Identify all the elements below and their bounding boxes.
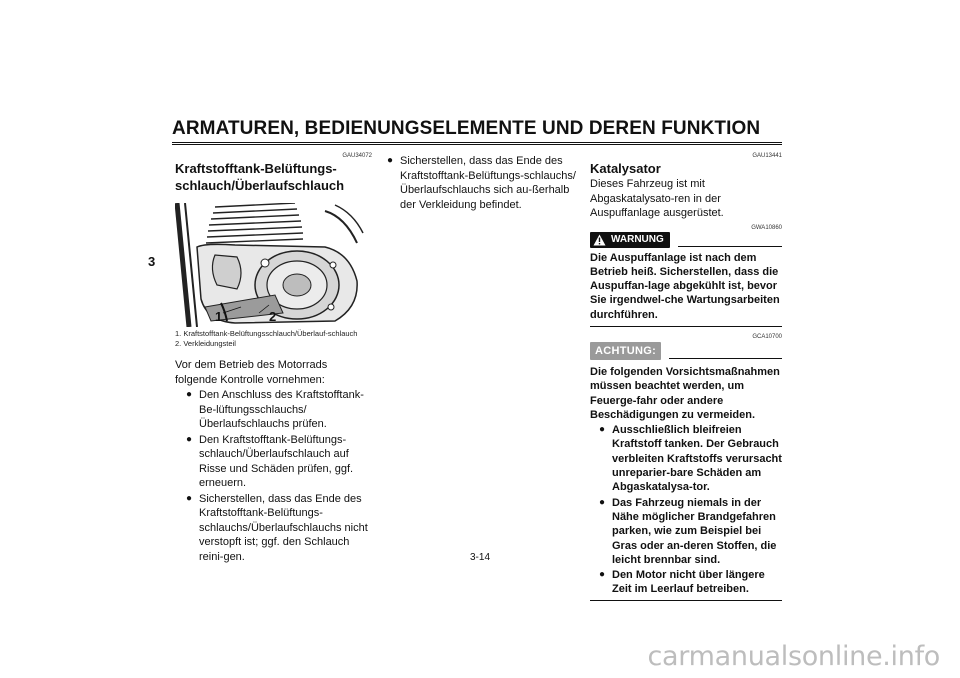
section-heading: Kraftstofftank-Belüftungs-schlauch/Überlaufschlauch (175, 161, 345, 193)
list-item: ● Ausschließlich bleifreien Kraftstoff tanken. Der Gebrauch verbleiten Kraftstoffs verursacht unreparier-bare Schäden am Abgaskatalysa-tor. (599, 424, 782, 494)
bullet-icon: ● (387, 155, 394, 166)
caution-code: GCA10700 (752, 333, 782, 340)
intro-text: Dieses Fahrzeug ist mit Abgaskatalysato-ren in der Auspuffanlage ausgerüstet. (590, 178, 724, 219)
caution-rule (669, 358, 782, 359)
section-heading: Katalysator (590, 161, 661, 176)
warning-triangle-icon (593, 234, 606, 246)
warning-code: GWA10860 (751, 224, 782, 231)
check-list-continued (387, 154, 580, 212)
figure-label-1: 1 (215, 309, 223, 324)
bullet-icon: ● (186, 433, 193, 445)
intro-text: Vor dem Betrieb des Motorrads folgende Kontrolle vornehmen: (175, 359, 328, 386)
bullet-icon: ● (599, 569, 606, 581)
left-column (175, 153, 372, 564)
figure-label-2: 2 (269, 309, 277, 324)
engine-illustration (175, 203, 365, 327)
page-header (172, 118, 782, 145)
list-item: ● Den Anschluss des Kraftstofftank-Be-lüftungsschlauchs/Überlaufschlauchs prüfen. (186, 389, 364, 430)
warning-header (590, 232, 782, 248)
page-number: 3-14 (469, 552, 490, 563)
caution-list (599, 423, 782, 597)
watermark: carmanualsonline.info (647, 641, 940, 672)
bullet-icon: ● (599, 496, 606, 508)
warning-label: WARNUNG (611, 234, 664, 245)
list-item: ● Den Kraftstofftank-Belüftungs-schlauch/Überlaufschlauch auf Risse und Schäden prüfen, ggf. erneuern. (186, 433, 354, 489)
warning-rule (678, 246, 782, 247)
caution-badge: ACHTUNG: (590, 342, 661, 360)
right-column (590, 153, 782, 601)
chapter-tab: 3 (148, 254, 156, 269)
section-code: GAU13441 (752, 153, 782, 159)
caption-2: 2. Verkleidungsteil (175, 338, 236, 348)
engine-figure (175, 203, 365, 327)
caution-end-rule (590, 600, 782, 601)
warning-text: Die Auspuffanlage ist nach dem Betrieb heiß. Sicherstellen, dass die Auspuffan-lage abgekühlt ist, bevor Sie irgendwel-che Wartungsarbeiten durchführen. (590, 251, 780, 321)
list-item: ● Sicherstellen, dass das Ende des Kraftstofftank-Belüftungs-schlauchs/Überlaufschlauchs sich au-ßerhalb der Verkleidung befindet. (387, 155, 576, 211)
check-list (186, 388, 372, 564)
header-rule (172, 142, 782, 145)
list-item: ● Das Fahrzeug niemals in der Nähe möglicher Brandgefahren parken, wie zum Beispiel bei Gras oder an-deren Stoffen, die leicht brennbar sind. (599, 496, 777, 566)
list-item: ● Sicherstellen, dass das Ende des Kraftstofftank-Belüftungs-schlauchs/Überlaufschlauchs nicht verstopft ist; ggf. den Schlauch reini-gen. (186, 492, 368, 563)
bullet-icon: ● (599, 424, 606, 436)
bullet-icon: ● (186, 492, 193, 504)
caution-text: Die folgenden Vorsichtsmaßnahmen müssen beachtet werden, um Feuerge-fahr oder andere Beschädigungen zu vermeiden. (590, 365, 780, 421)
caption-1: 1. Kraftstofftank-Belüftungsschlauch/Überlauf-schlauch (175, 329, 358, 338)
page-title: ARMATUREN, BEDIENUNGSELEMENTE UND DEREN FUNKTION (172, 118, 761, 139)
figure-captions (175, 329, 372, 348)
caution-header (590, 342, 782, 360)
list-item: ● Den Motor nicht über längere Zeit im Leerlauf betreiben. (599, 569, 765, 596)
bullet-icon: ● (186, 389, 193, 400)
section-code: GAU34072 (342, 153, 372, 159)
warning-end-rule (590, 326, 782, 327)
middle-column (383, 153, 580, 212)
warning-badge (590, 232, 670, 248)
